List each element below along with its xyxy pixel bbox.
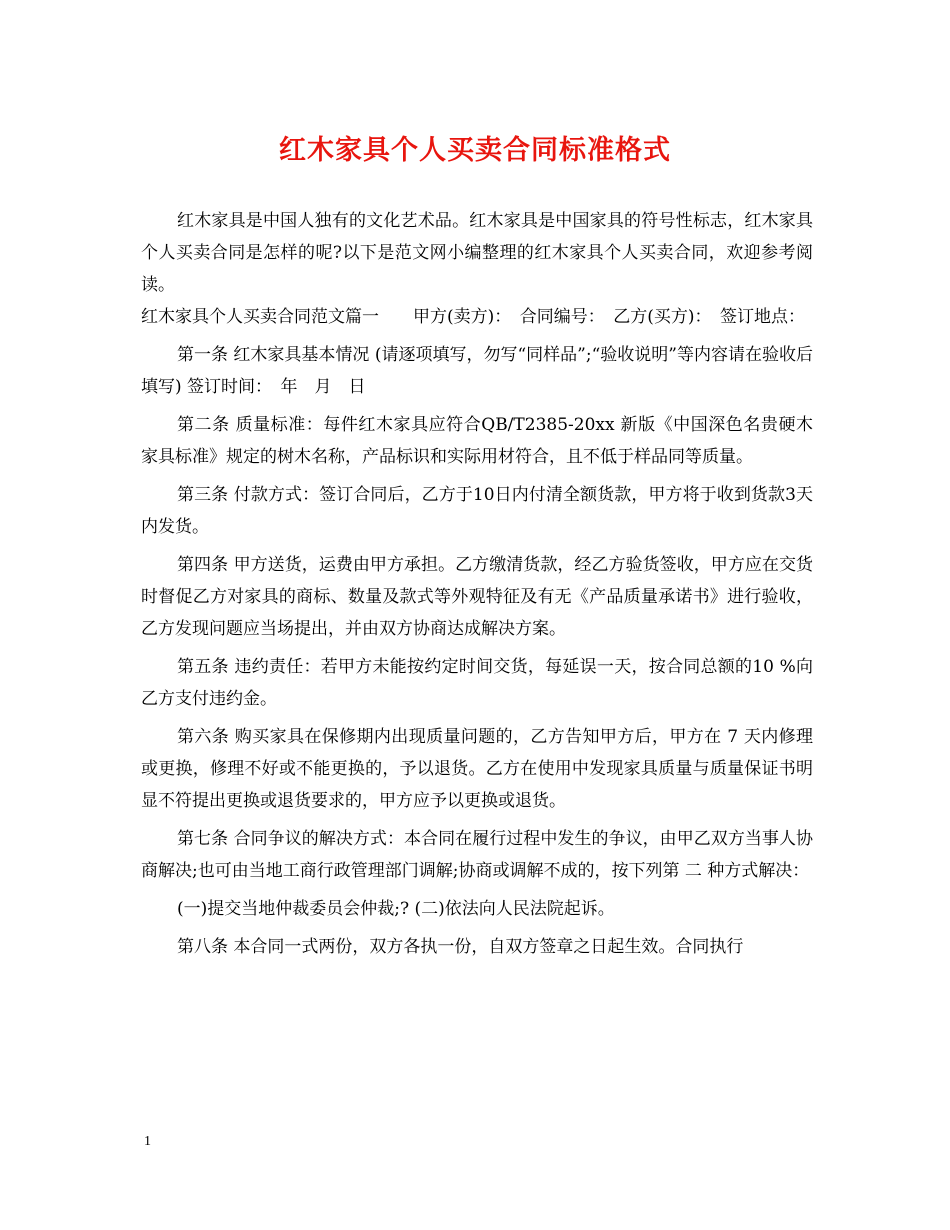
article-3-paragraph: 第三条 付款方式：签订合同后，乙方于10日内付清全额货款，甲方将于收到货款3天内发货。 bbox=[141, 485, 813, 537]
page-number: 1 bbox=[144, 1134, 151, 1149]
document-title: 红木家具个人买卖合同标准格式 bbox=[279, 135, 671, 166]
article-6-paragraph: 第六条 购买家具在保修期内出现质量问题的，乙方告知甲方后，甲方在 7 天内修理或更换，修理不好或不能更换的，予以退货。乙方在使用中发现家具质量与质量保证书明显不符提出更换或退货要求的，甲方应予以更换或退货。 bbox=[141, 727, 813, 811]
article-1-paragraph: 第一条 红木家具基本情况 (请逐项填写，勿写“同样品”;“验收说明”等内容请在验收后填写) 签订时间： 年 月 日 bbox=[141, 345, 813, 397]
article-2-paragraph: 第二条 质量标准：每件红木家具应符合QB/T2385-20xx 新版《中国深色名贵硬木家具标准》规定的树木名称，产品标识和实际用材符合，且不低于样品同等质量。 bbox=[141, 415, 813, 467]
article-4-paragraph: 第四条 甲方送货，运费由甲方承担。乙方缴清货款，经乙方验货签收，甲方应在交货时督促乙方对家具的商标、数量及款式等外观特征及有无《产品质量承诺书》进行验收，乙方发现问题应当场提出，并由双方协商达成解决方案。 bbox=[141, 555, 813, 639]
article-7-paragraph: 第七条 合同争议的解决方式：本合同在履行过程中发生的争议，由甲乙双方当事人协商解决;也可由当地工商行政管理部门调解;协商或调解不成的，按下列第 二 种方式解决： bbox=[141, 829, 813, 881]
document-body bbox=[141, 205, 813, 963]
contract-header-paragraph: 红木家具个人买卖合同范文篇一 甲方(卖方)： 合同编号： 乙方(买方)： 签订地点： bbox=[141, 307, 806, 327]
intro-paragraph: 红木家具是中国人独有的文化艺术品。红木家具是中国家具的符号性标志，红木家具个人买卖合同是怎样的呢?以下是范文网小编整理的红木家具个人买卖合同，欢迎参考阅读。 bbox=[141, 211, 813, 295]
dispute-options-paragraph: (一)提交当地仲裁委员会仲裁;? (二)依法向人民法院起诉。 bbox=[177, 899, 615, 919]
article-5-paragraph: 第五条 违约责任：若甲方未能按约定时间交货，每延误一天，按合同总额的10 %向乙方支付违约金。 bbox=[141, 657, 813, 709]
article-8-paragraph: 第八条 本合同一式两份，双方各执一份，自双方签章之日起生效。合同执行 bbox=[177, 937, 744, 957]
